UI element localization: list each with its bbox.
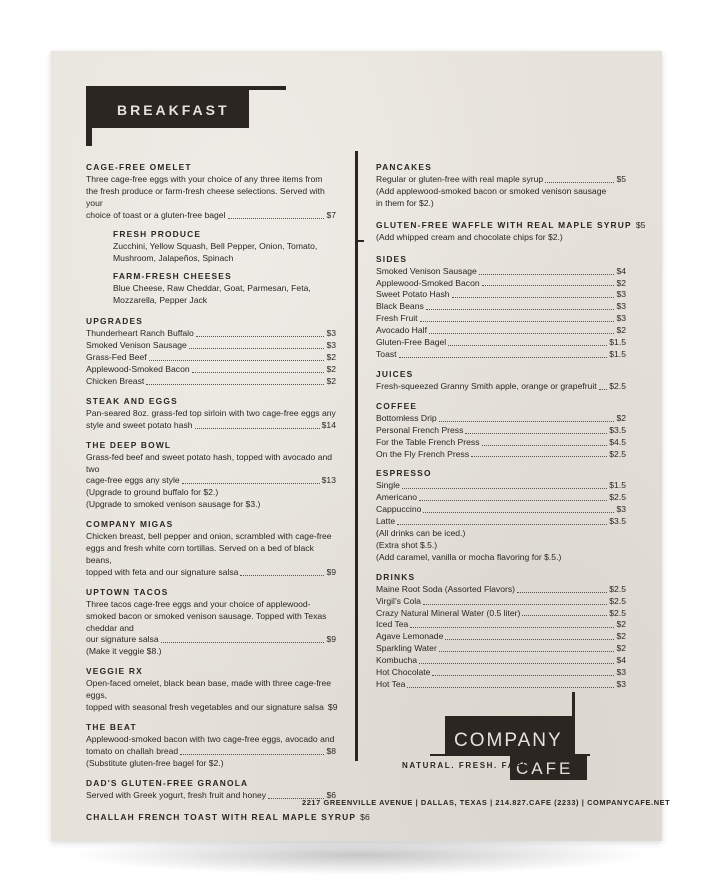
item-price: $9 bbox=[327, 702, 338, 713]
list-item: Smoked Venison Sausage $4 bbox=[376, 265, 626, 276]
section-title: BREAKFAST bbox=[117, 102, 230, 118]
item-price: $6 bbox=[360, 811, 370, 822]
item-description-end: Served with Greek yogurt, fresh fruit and honey bbox=[86, 789, 267, 800]
list-item: Maine Root Soda (Assorted Flavors) $2.5 bbox=[376, 583, 626, 594]
item-note: (Substitute gluten-free bagel for $2.) bbox=[86, 757, 224, 768]
item-note: (Upgrade to smoked venison sausage for $3.) bbox=[86, 499, 261, 510]
item-price: $13 bbox=[321, 475, 336, 486]
item-title: CHALLAH FRENCH TOAST WITH REAL MAPLE SYRUP bbox=[86, 811, 357, 822]
list-item: Bottomless Drip $2 bbox=[376, 412, 626, 423]
paper-shadow bbox=[70, 835, 650, 875]
menu-group-espresso bbox=[376, 467, 626, 563]
list-item: Iced Tea $2 bbox=[376, 619, 626, 630]
list-item: Kombucha $4 bbox=[376, 655, 626, 666]
item-description: Chicken breast, bell pepper and onion, scrambled with cage-free eggs and fresh white corn tortillas. Served on a bed of black beans, bbox=[86, 531, 332, 565]
group-title: SIDES bbox=[376, 253, 408, 264]
item-title: COMPANY MIGAS bbox=[86, 519, 174, 530]
option-title: FRESH PRODUCE bbox=[113, 228, 202, 239]
list-item: Crazy Natural Mineral Water (0.5 liter) $2.5 bbox=[376, 607, 626, 618]
option-group-cheeses bbox=[113, 270, 336, 307]
option-list: Zucchini, Yellow Squash, Bell Pepper, Onion, Tomato, Mushroom, Jalapeños, Spinach bbox=[113, 240, 318, 263]
item-price: $7 bbox=[326, 209, 336, 220]
list-item: Fresh Fruit $3 bbox=[376, 313, 626, 324]
item-note: (All drinks can be iced.) bbox=[376, 528, 466, 539]
list-item: Applewood-Smoked Bacon $2 bbox=[376, 277, 626, 288]
menu-item-deep-bowl bbox=[86, 439, 336, 512]
list-item: Grass-Fed Beef $2 bbox=[86, 352, 336, 363]
item-description-end: choice of toast or a gluten-free bagel bbox=[86, 209, 226, 220]
logo-cafe-text: CAFE bbox=[516, 759, 574, 778]
logo-company-text: COMPANY bbox=[454, 730, 563, 751]
list-item: Personal French Press $3.5 bbox=[376, 424, 626, 435]
item-title: THE BEAT bbox=[86, 722, 137, 732]
item-description: Three cage-free eggs with your choice of any three items from the fresh produce or farm-fresh cheese selections. Served with your bbox=[86, 174, 325, 208]
menu-group-drinks bbox=[376, 571, 626, 691]
item-note: in them for $2.) bbox=[376, 197, 434, 208]
item-title: THE DEEP BOWL bbox=[86, 439, 172, 450]
list-item: Chicken Breast $2 bbox=[86, 375, 336, 386]
item-description-end: style and sweet potato hash bbox=[86, 419, 193, 430]
item-title: DAD'S GLUTEN-FREE GRANOLA bbox=[86, 777, 249, 788]
list-item: Applewood-Smoked Bacon $2 bbox=[86, 363, 336, 374]
option-group-produce bbox=[113, 228, 336, 265]
list-item: Black Beans $3 bbox=[376, 301, 626, 312]
item-price: $8 bbox=[326, 745, 336, 756]
divider-tick bbox=[358, 240, 364, 242]
item-note: (Upgrade to ground buffalo for $2.) bbox=[86, 487, 219, 498]
menu-item-omelet bbox=[86, 161, 336, 222]
item-title: CAGE-FREE OMELET bbox=[86, 162, 192, 172]
column-divider bbox=[355, 151, 358, 761]
menu-group-sides bbox=[376, 253, 626, 361]
item-note: (Add whipped cream and chocolate chips for $2.) bbox=[376, 231, 563, 242]
item-description-end: tomato on challah bread bbox=[86, 745, 179, 756]
list-item: Hot Tea $3 bbox=[376, 679, 626, 689]
list-item: Sparkling Water $2 bbox=[376, 643, 626, 654]
list-item: Avocado Half $2 bbox=[376, 325, 626, 336]
item-description-end: our signature salsa bbox=[86, 634, 159, 645]
menu-item-veggie-rx bbox=[86, 665, 336, 714]
logo-tagline: NATURAL. FRESH. FARE. bbox=[402, 761, 534, 770]
option-list: Blue Cheese, Raw Cheddar, Goat, Parmesan, Feta, Mozzarella, Pepper Jack bbox=[113, 283, 311, 306]
item-price: $5 bbox=[616, 174, 626, 184]
item-price: $9 bbox=[326, 566, 336, 577]
list-item: Gluten-Free Bagel $1.5 bbox=[376, 337, 626, 348]
footer-address: 2217 GREENVILLE AVENUE | DALLAS, TEXAS | 214.827.CAFE (2233) | COMPANYCAFE.NET bbox=[302, 798, 671, 807]
item-title: PANCAKES bbox=[376, 162, 432, 172]
item-note: (Extra shot $.5.) bbox=[376, 539, 438, 550]
item-description: Grass-fed beef and sweet potato hash, topped with avocado and two bbox=[86, 451, 333, 474]
item-description: Three tacos cage-free eggs and your choice of applewood-smoked bacon or smoked venison sausage. Topped with Texas cheddar and bbox=[86, 598, 327, 633]
item-description: Applewood-smoked bacon with two cage-free eggs, avocado and bbox=[86, 734, 335, 744]
item-title: STEAK AND EGGS bbox=[86, 395, 178, 406]
group-title: COFFEE bbox=[376, 400, 418, 411]
menu-group-coffee bbox=[376, 400, 626, 461]
list-item: Virgil's Cola $2.5 bbox=[376, 595, 626, 606]
menu-item-waffle bbox=[376, 219, 646, 244]
left-column bbox=[86, 161, 370, 824]
menu-item-the-beat bbox=[86, 721, 336, 770]
menu-item-migas bbox=[86, 518, 336, 579]
group-title: UPGRADES bbox=[86, 316, 144, 327]
item-price: $5 bbox=[635, 219, 646, 230]
item-description: Pan-seared 8oz. grass-fed top sirloin with two cage-free eggs any bbox=[86, 407, 336, 418]
item-title: VEGGIE RX bbox=[86, 666, 143, 677]
list-item: On the Fly French Press $2.5 bbox=[376, 448, 626, 459]
logo-rule bbox=[430, 754, 590, 756]
list-item: Thunderheart Ranch Buffalo $3 bbox=[86, 328, 336, 339]
item-price: $6 bbox=[326, 789, 336, 800]
item-title: GLUTEN-FREE WAFFLE WITH REAL MAPLE SYRUP bbox=[376, 219, 632, 230]
menu-group-upgrades bbox=[86, 315, 336, 388]
group-title: JUICES bbox=[376, 368, 414, 379]
item-description-end: topped with seasonal fresh vegetables and our signature salsa bbox=[86, 702, 324, 713]
group-title: DRINKS bbox=[376, 571, 416, 582]
item-note: (Add caramel, vanilla or mocha flavoring for $.5.) bbox=[376, 551, 562, 562]
list-item: Toast $1.5 bbox=[376, 348, 626, 359]
list-item: Latte $3.5 bbox=[376, 516, 626, 527]
list-item: Americano $2.5 bbox=[376, 492, 626, 503]
item-title: UPTOWN TACOS bbox=[86, 586, 169, 597]
menu-group-juices bbox=[376, 368, 626, 393]
menu-item-challah bbox=[86, 811, 370, 824]
list-item: Single $1.5 bbox=[376, 480, 626, 491]
list-item: For the Table French Press $4.5 bbox=[376, 436, 626, 447]
item-note: (Make it veggie $8.) bbox=[86, 646, 162, 657]
list-item: Hot Chocolate $3 bbox=[376, 667, 626, 678]
list-item: Fresh-squeezed Granny Smith apple, orange or grapefruit $2.5 bbox=[376, 380, 626, 391]
menu-item-steak bbox=[86, 395, 336, 432]
right-column bbox=[376, 161, 646, 691]
group-title: ESPRESSO bbox=[376, 468, 432, 479]
list-item: Agave Lemonade $2 bbox=[376, 631, 626, 642]
item-description-end: topped with feta and our signature salsa bbox=[86, 566, 239, 577]
item-note: (Add applewood-smoked bacon or smoked venison sausage bbox=[376, 185, 607, 196]
item-description-end: cage-free eggs any style bbox=[86, 475, 180, 486]
menu-item-tacos bbox=[86, 586, 336, 659]
item-price: $9 bbox=[326, 634, 336, 645]
menu-item-granola bbox=[86, 777, 336, 802]
item-description: Open-faced omelet, black bean base, made with three cage-free eggs, bbox=[86, 678, 332, 701]
list-item: Cappuccino $3 bbox=[376, 504, 626, 515]
item-description: Regular or gluten-free with real maple syrup bbox=[376, 174, 544, 184]
menu-item-pancakes bbox=[376, 161, 626, 210]
list-item: Smoked Venison Sausage $3 bbox=[86, 340, 336, 351]
list-item: Sweet Potato Hash $3 bbox=[376, 289, 626, 300]
item-price: $14 bbox=[321, 419, 336, 430]
option-title: FARM-FRESH CHEESES bbox=[113, 271, 232, 282]
